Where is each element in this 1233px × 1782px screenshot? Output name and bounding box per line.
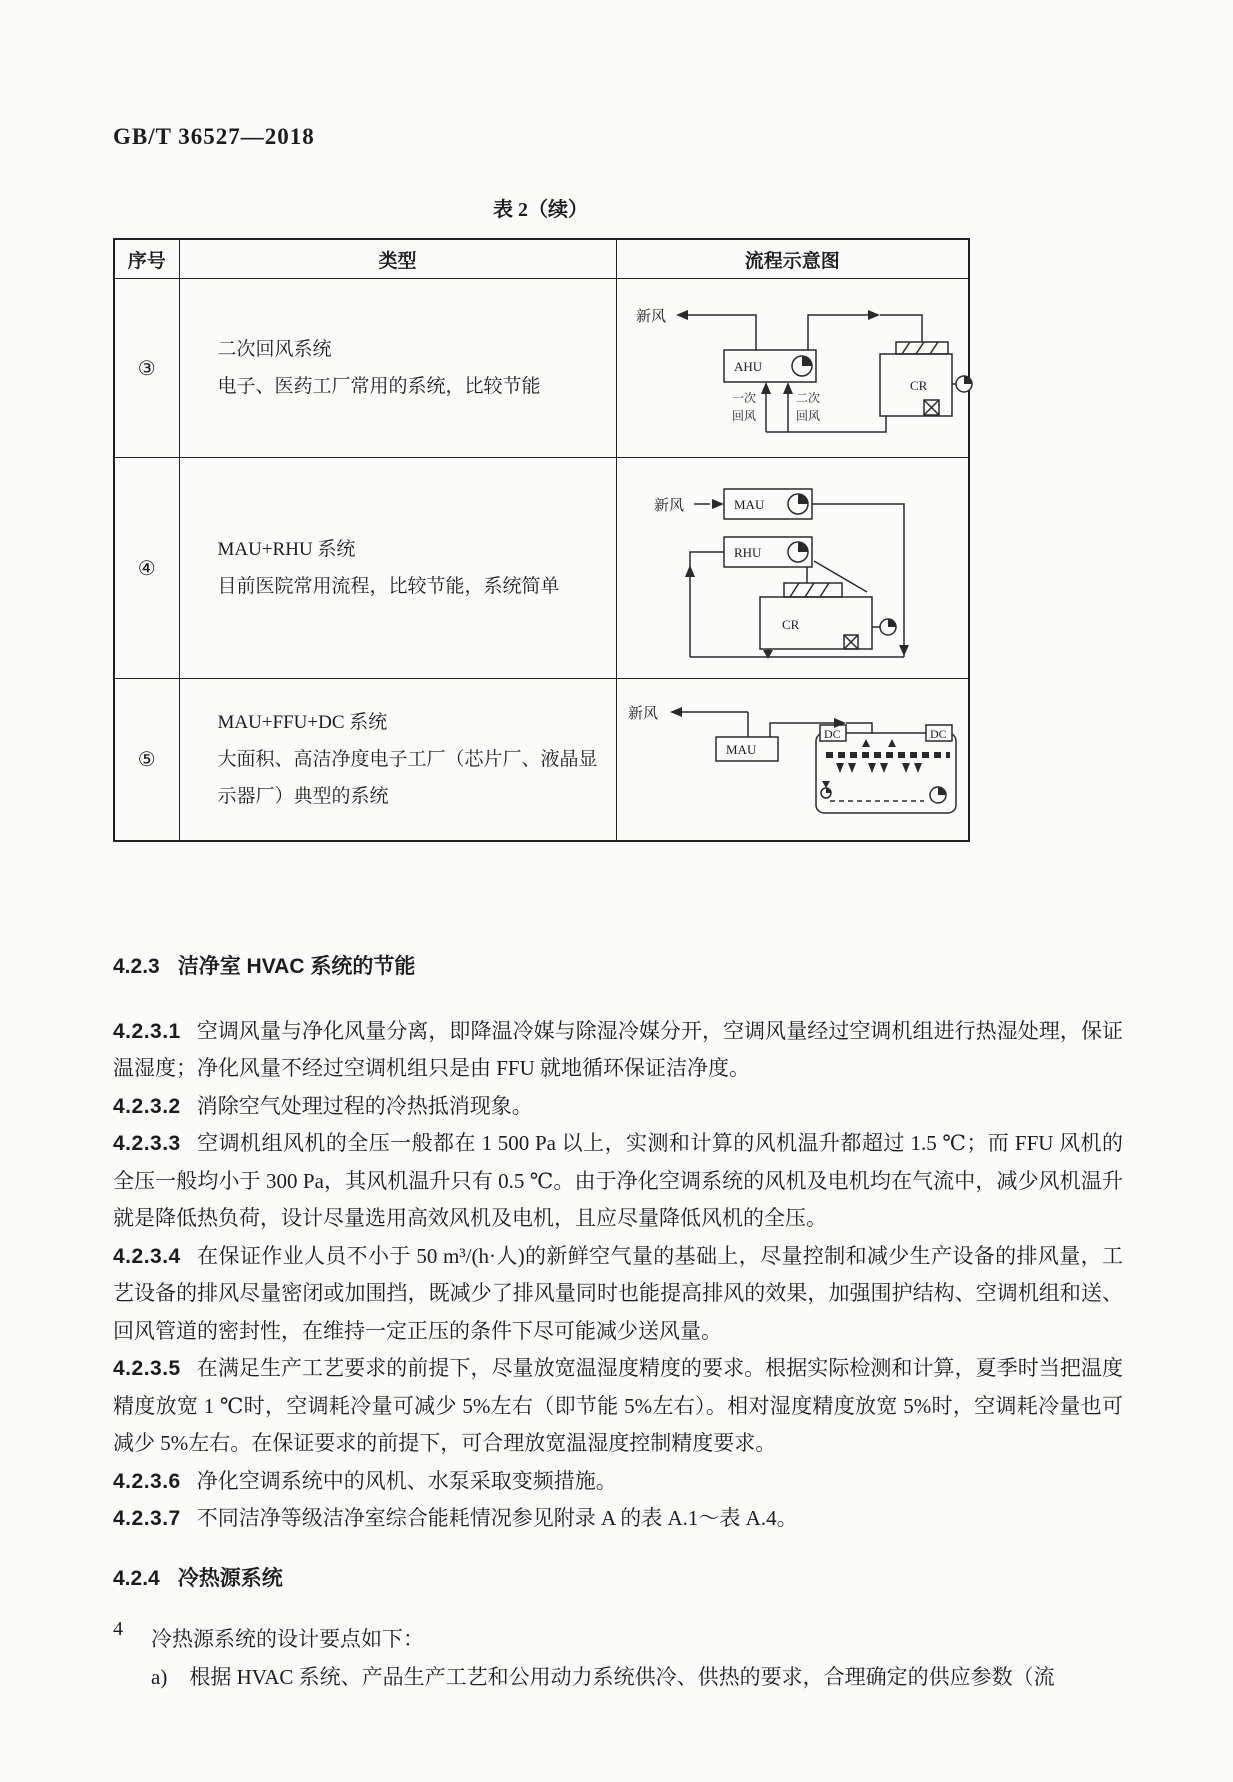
paragraph-4-2-3-4 bbox=[113, 1238, 1123, 1351]
rhu-label: RHU bbox=[734, 545, 762, 560]
mau-ffu-dc-diagram bbox=[620, 689, 965, 823]
paragraph-4-2-3-1 bbox=[113, 1013, 1123, 1088]
dc-label: DC bbox=[929, 727, 947, 742]
cleanroom-label: CR bbox=[909, 378, 927, 393]
secondary-return-diagram bbox=[618, 280, 974, 450]
arrow-left-icon bbox=[670, 707, 682, 717]
fan-icon bbox=[826, 788, 831, 793]
row-type-cell bbox=[179, 279, 616, 458]
body-text bbox=[113, 948, 1123, 1696]
cleanroom-label: CR bbox=[782, 617, 800, 632]
arrow-down-icon bbox=[868, 763, 876, 773]
secondary-return-label: 回风 bbox=[795, 409, 820, 423]
fresh-air-label: 新风 bbox=[654, 498, 685, 514]
fan-icon bbox=[938, 787, 946, 795]
mau-label: MAU bbox=[734, 497, 765, 512]
list-item-a bbox=[113, 1659, 1123, 1697]
fresh-air-label: 新风 bbox=[635, 309, 666, 325]
system-desc: 电子、医药工厂常用的系统，比较节能 bbox=[217, 376, 541, 397]
arrow-down-icon bbox=[848, 763, 856, 773]
table-caption: 表 2（续） bbox=[493, 199, 588, 221]
clause-text: 在满足生产工艺要求的前提下，尽量放宽温湿度精度的要求。根据实际检测和计算，夏季时当把温度精度放宽 1 ℃时，空调耗冷量可减少 5%左右（即节能 5%左右）。相对湿度精度放宽 5%时，空调耗冷量也可减少 5%左右。在保证要求的前提下，可合理放宽温湿度控制精度要求。 bbox=[113, 1356, 1123, 1455]
arrow-down-icon bbox=[899, 645, 909, 656]
clause-number: 4.2.3.5 bbox=[113, 1357, 181, 1380]
clause-number: 4.2.3.6 bbox=[113, 1469, 181, 1493]
secondary-return-label: 二次 bbox=[795, 391, 820, 405]
arrow-down-icon bbox=[880, 763, 888, 773]
list-item-marker: a) bbox=[151, 1664, 168, 1689]
table-row bbox=[114, 279, 969, 458]
arrow-right-icon bbox=[712, 499, 724, 509]
system-desc: 目前医院常用流程，比较节能，系统简单 bbox=[217, 576, 560, 597]
fan-icon bbox=[802, 356, 812, 366]
arrow-left-icon bbox=[676, 310, 688, 320]
paragraph-4-2-3-5 bbox=[113, 1350, 1123, 1463]
table-row bbox=[114, 679, 969, 841]
fan-icon bbox=[964, 376, 972, 384]
arrow-down-icon bbox=[914, 763, 922, 773]
system-desc: 大面积、高洁净度电子工厂（芯片厂、液晶显示器厂）典型的系统 bbox=[217, 748, 598, 807]
fan-icon bbox=[798, 494, 808, 504]
fan-icon bbox=[888, 619, 896, 627]
row-type-cell bbox=[179, 679, 616, 841]
lead-paragraph: 冷热源系统的设计要点如下： bbox=[151, 1627, 424, 1651]
clause-number: 4.2.3.2 bbox=[113, 1094, 181, 1118]
list-item-text: 根据 HVAC 系统、产品生产工艺和公用动力系统供冷、供热的要求，合理确定的供应参数（流 bbox=[189, 1664, 1055, 1689]
arrow-up-icon bbox=[783, 382, 793, 394]
fan-icon bbox=[798, 542, 808, 552]
doc-code: GB/T 36527—2018 bbox=[113, 124, 315, 149]
section-title: 冷热源系统 bbox=[177, 1566, 283, 1590]
paragraph-4-2-3-3 bbox=[113, 1125, 1123, 1238]
row-diagram-cell bbox=[616, 279, 969, 458]
clause-text: 不同洁净等级洁净室综合能耗情况参见附录 A 的表 A.1～表 A.4。 bbox=[196, 1506, 798, 1530]
row-number: ④ bbox=[114, 458, 179, 679]
system-title: 二次回风系统 bbox=[217, 339, 332, 360]
arrow-down-icon bbox=[902, 763, 910, 773]
clause-number: 4.2.3.7 bbox=[113, 1507, 181, 1530]
table-header-row bbox=[114, 239, 969, 279]
mau-label: MAU bbox=[725, 742, 757, 758]
clause-number: 4.2.3.4 bbox=[113, 1244, 181, 1268]
col-header-diagram: 流程示意图 bbox=[616, 239, 969, 279]
mau-rhu-diagram bbox=[642, 459, 942, 671]
paragraph-4-2-3-2 bbox=[113, 1088, 1123, 1126]
col-header-type: 类型 bbox=[179, 239, 616, 279]
clause-text: 消除空气处理过程的冷热抵消现象。 bbox=[196, 1093, 533, 1118]
ahu-label: AHU bbox=[733, 359, 762, 374]
clause-text: 空调风量与净化风量分离，即降温冷媒与除湿冷媒分开，空调风量经过空调机组进行热湿处理，保证温湿度；净化风量不经过空调机组只是由 FFU 就地循环保证洁净度。 bbox=[113, 1018, 1123, 1080]
arrow-up-icon bbox=[888, 739, 896, 747]
col-header-no: 序号 bbox=[114, 239, 179, 279]
system-title: MAU+RHU 系统 bbox=[217, 539, 356, 560]
arrow-right-icon bbox=[868, 310, 880, 320]
paragraph-4-2-3-7 bbox=[113, 1500, 1123, 1538]
systems-table bbox=[113, 238, 970, 842]
fresh-air-label: 新风 bbox=[627, 706, 658, 723]
paragraph-4-2-3-6 bbox=[113, 1463, 1123, 1501]
clause-number: 4.2.3.3 bbox=[113, 1132, 181, 1155]
table-row bbox=[114, 458, 969, 679]
section-number: 4.2.4 bbox=[113, 1566, 160, 1590]
dc-label: DC bbox=[823, 727, 841, 742]
clause-text: 空调机组风机的全压一般都在 1 500 Pa 以上，实测和计算的风机温升都超过 1.5 ℃；而 FFU 风机的全压一般均小于 300 Pa，其风机温升只有 0.5 ℃。由于净化空调系统的风机及电机均在气流中，减少风机温升就是降低热负荷，设计尽量选用高效风机及电机，且应尽量降低风机的全压。 bbox=[113, 1131, 1123, 1230]
page-number: 4 bbox=[113, 1618, 123, 1640]
row-diagram-cell bbox=[616, 679, 969, 841]
section-title: 洁净室 HVAC 系统的节能 bbox=[177, 955, 416, 978]
arrow-up-icon bbox=[761, 382, 771, 394]
row-number: ③ bbox=[114, 279, 179, 458]
arrow-up-icon bbox=[685, 565, 695, 577]
clause-text: 净化空调系统中的风机、水泵采取变频措施。 bbox=[196, 1468, 617, 1493]
section-number: 4.2.3 bbox=[113, 955, 160, 978]
row-diagram-cell bbox=[616, 458, 969, 679]
clause-text: 在保证作业人员不小于 50 m³/(h·人)的新鲜空气量的基础上，尽量控制和减少生产设备的排风量，工艺设备的排风尽量密闭或加围挡，既减少了排风量同时也能提高排风的效果，加强围护结构、空调机组和送、回风管道的密封性，在维持一定正压的条件下尽可能减少送风量。 bbox=[113, 1243, 1123, 1343]
section-heading-4-2-4 bbox=[113, 1560, 1123, 1598]
arrow-down-icon bbox=[836, 763, 844, 773]
section-heading-4-2-3 bbox=[113, 948, 1123, 986]
arrow-up-icon bbox=[862, 739, 870, 747]
clause-number: 4.2.3.1 bbox=[113, 1019, 181, 1043]
primary-return-label: 回风 bbox=[731, 409, 756, 423]
row-type-cell bbox=[179, 458, 616, 679]
system-title: MAU+FFU+DC 系统 bbox=[217, 711, 388, 733]
arrow-down-icon bbox=[822, 781, 830, 788]
row-number: ⑤ bbox=[114, 679, 179, 841]
primary-return-label: 一次 bbox=[731, 391, 756, 405]
